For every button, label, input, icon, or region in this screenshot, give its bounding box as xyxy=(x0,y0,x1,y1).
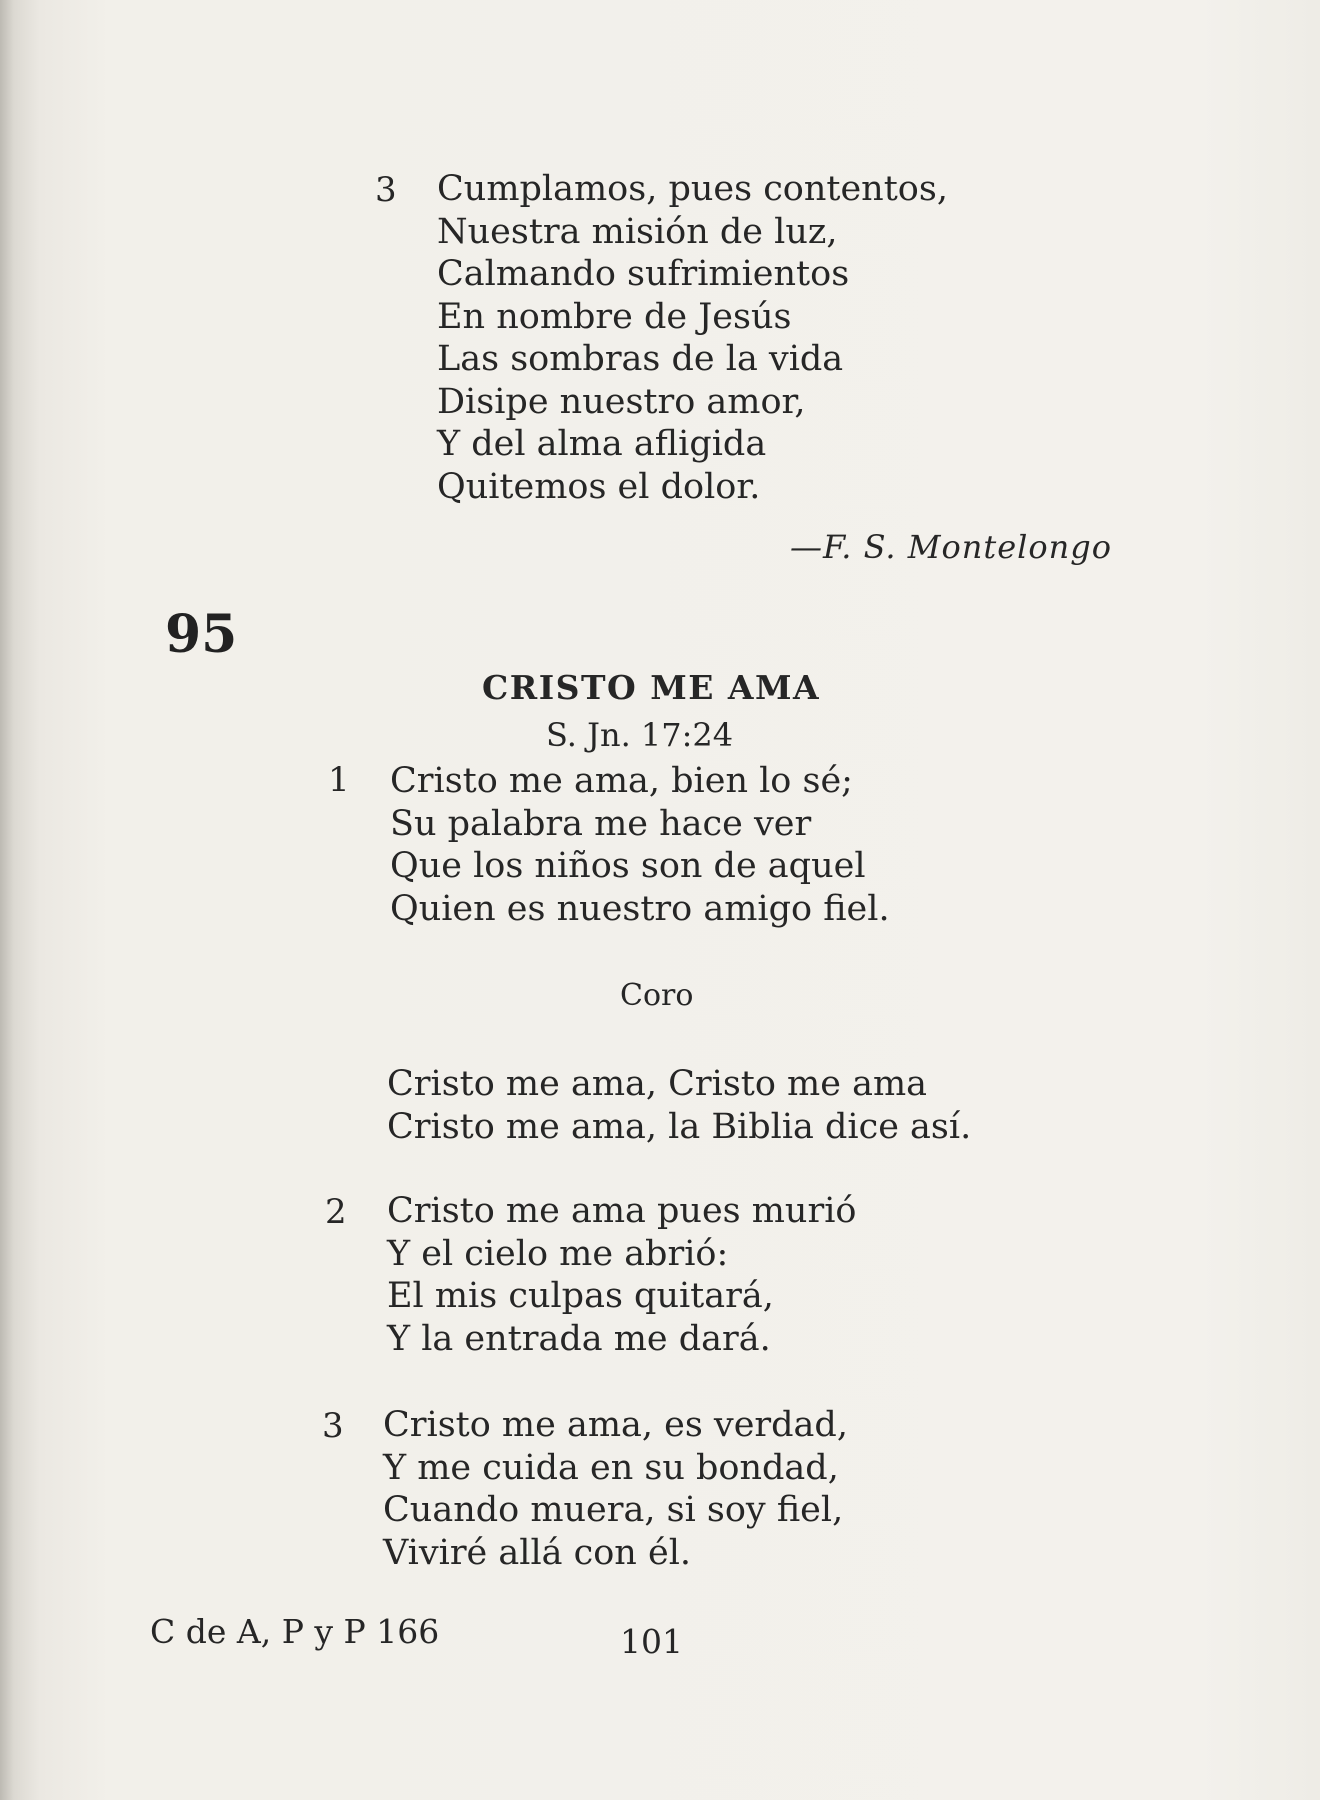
chorus-line: Cristo me ama, la Biblia dice así. xyxy=(387,1106,972,1147)
hymn-title: CRISTO ME AMA xyxy=(482,668,821,707)
author-attribution: —F. S. Montelongo xyxy=(790,528,1112,566)
verse-line: Y el cielo me abrió: xyxy=(387,1233,729,1274)
source-reference: C de A, P y P 166 xyxy=(150,1612,440,1651)
verse-line: Calmando sufrimientos xyxy=(437,254,850,294)
verse-line: Quitemos el dolor. xyxy=(437,466,761,507)
scripture-reference: S. Jn. 17:24 xyxy=(546,716,734,754)
verse-line: En nombre de Jesús xyxy=(437,296,792,337)
verse-line: Quien es nuestro amigo fiel. xyxy=(390,888,890,929)
verse-line: Disipe nuestro amor, xyxy=(437,381,806,422)
verse-line: Y la entrada me dará. xyxy=(387,1318,771,1359)
verse-line: Su palabra me hace ver xyxy=(390,803,812,844)
verse-text xyxy=(437,168,948,508)
verse-line: El mis culpas quitará, xyxy=(387,1276,774,1316)
chorus-line: Cristo me ama, Cristo me ama xyxy=(387,1064,928,1104)
verse-line: Las sombras de la vida xyxy=(437,339,844,379)
verse-line: Cumplamos, pues contentos, xyxy=(437,169,948,209)
chorus-text xyxy=(387,1063,971,1148)
verse-line: Cristo me ama, es verdad, xyxy=(383,1405,848,1445)
verse-number: 3 xyxy=(375,170,397,210)
verse-text xyxy=(383,1404,848,1574)
hymn-number: 95 xyxy=(165,604,238,665)
verse-number: 3 xyxy=(322,1406,344,1446)
verse-line: Cuando muera, si soy fiel, xyxy=(383,1490,844,1530)
verse-line: Y del alma afligida xyxy=(437,424,767,464)
page-number: 101 xyxy=(620,1622,683,1661)
verse-line: Cristo me ama, bien lo sé; xyxy=(390,761,853,801)
verse-line: Nuestra misión de luz, xyxy=(437,211,838,252)
verse-number: 2 xyxy=(325,1192,347,1232)
verse-line: Que los niños son de aquel xyxy=(390,846,866,886)
verse-text xyxy=(387,1190,856,1360)
verse-line: Y me cuida en su bondad, xyxy=(383,1447,839,1488)
verse-line: Cristo me ama pues murió xyxy=(387,1191,857,1231)
verse-number: 1 xyxy=(328,760,350,800)
verse-line: Viviré allá con él. xyxy=(383,1532,692,1573)
chorus-label: Coro xyxy=(620,978,694,1013)
verse-text xyxy=(390,760,890,930)
